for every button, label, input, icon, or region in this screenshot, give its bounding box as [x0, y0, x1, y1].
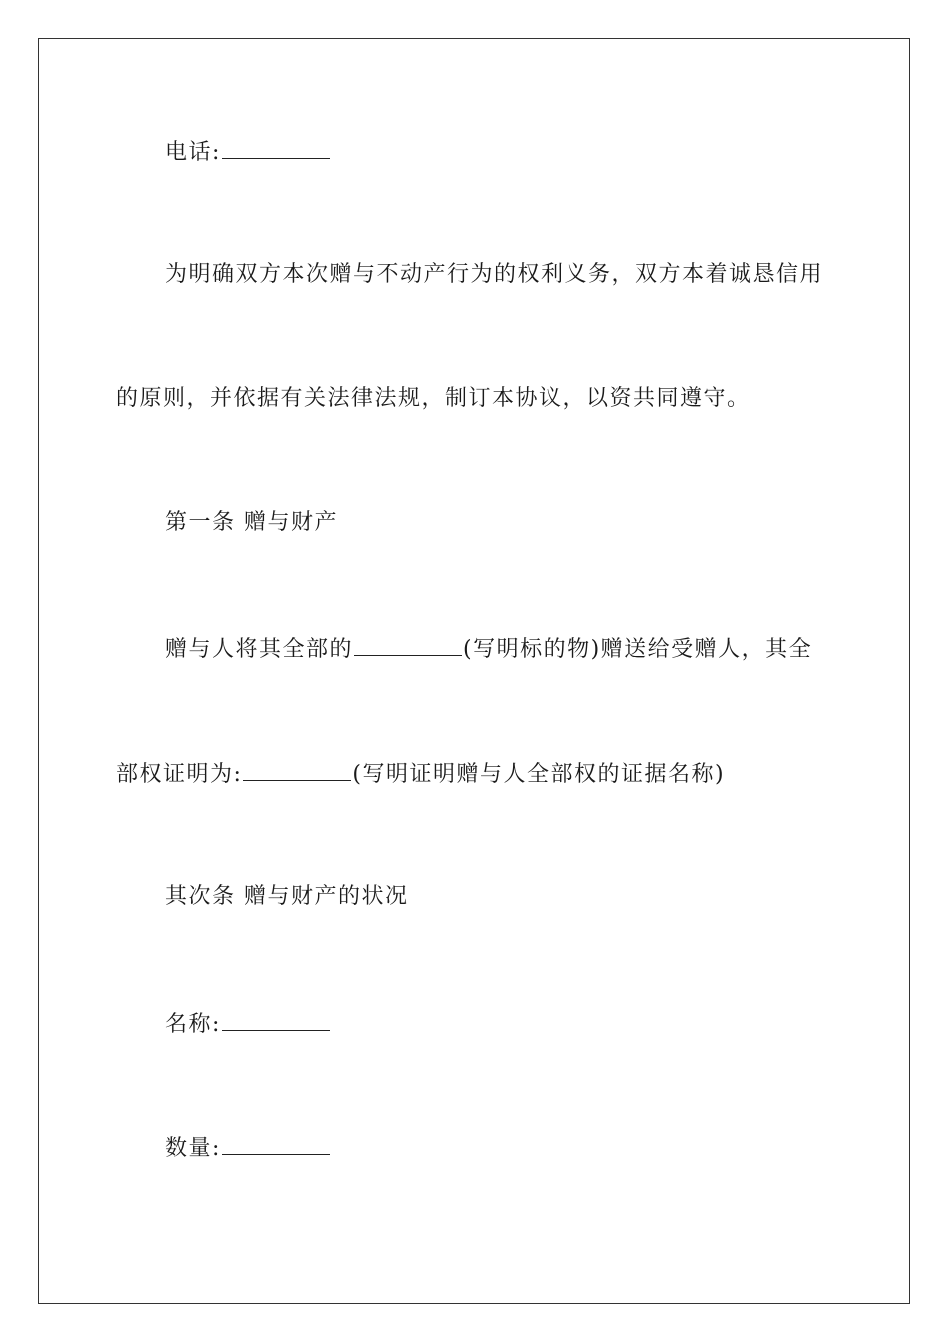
article-1-line-1	[165, 633, 812, 665]
name-label: 名称:	[165, 1012, 221, 1037]
name-line	[165, 1008, 331, 1040]
article-1-line-1-text-a: 赠与人将其全部的	[165, 637, 354, 662]
quantity-blank[interactable]	[222, 1132, 330, 1155]
page-border	[38, 38, 910, 1304]
article-2-title: 其次条 赠与财产的状况	[165, 884, 409, 909]
quantity-label: 数量:	[165, 1136, 221, 1161]
article-1-line-2-text-b: (写明证明赠与人全部权的证据名称)	[352, 762, 726, 787]
article-1-line-2-text-a: 部权证明为:	[116, 762, 243, 787]
ownership-proof-blank[interactable]	[243, 758, 351, 781]
phone-label: 电话:	[165, 140, 221, 165]
quantity-line	[165, 1132, 331, 1164]
phone-line	[165, 136, 331, 168]
intro-paragraph-line-2: 的原则，并依据有关法律法规，制订本协议，以资共同遵守。	[116, 386, 751, 411]
article-1-title: 第一条 赠与财产	[165, 510, 338, 535]
article-1-line-2	[116, 758, 725, 790]
phone-blank[interactable]	[222, 136, 330, 159]
name-blank[interactable]	[222, 1008, 330, 1031]
gift-object-blank[interactable]	[354, 633, 462, 656]
article-1-line-1-text-b: (写明标的物)赠送给受赠人，其全	[463, 637, 813, 662]
intro-paragraph-line-1: 为明确双方本次赠与不动产行为的权利义务，双方本着诚恳信用	[165, 262, 824, 287]
